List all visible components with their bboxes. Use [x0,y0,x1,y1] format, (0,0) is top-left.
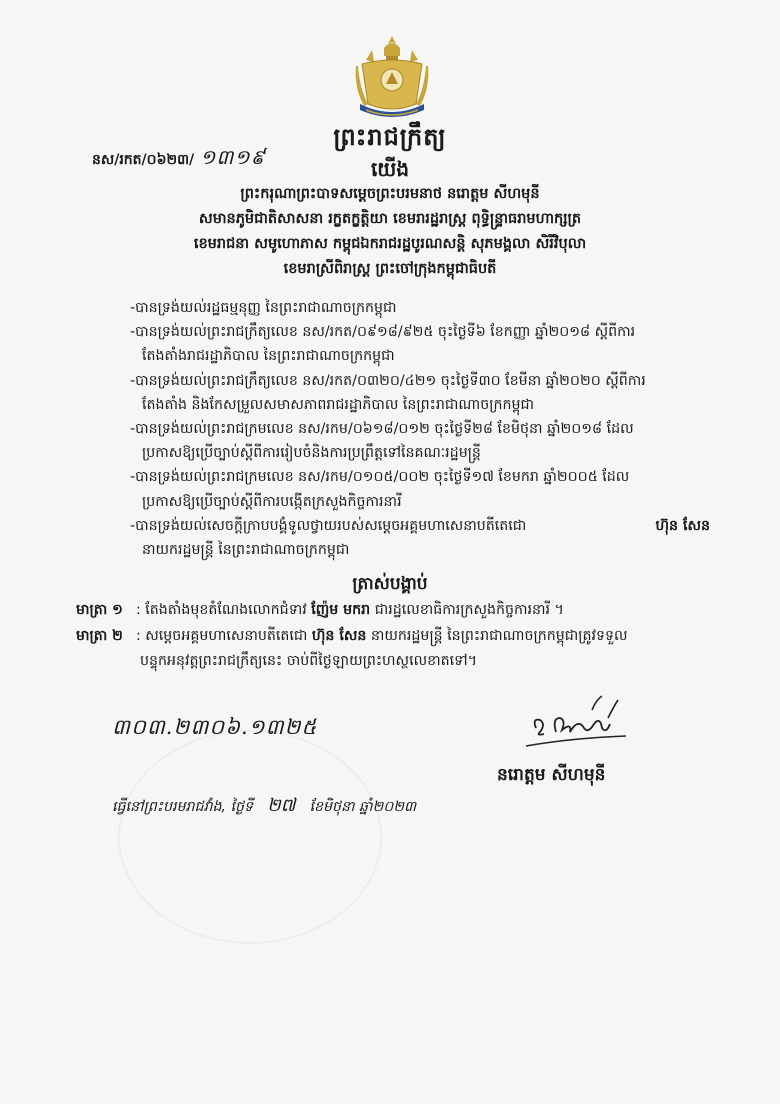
prime-minister-name: ហ៊ុន សែន [655,517,710,534]
visa-item [130,296,710,320]
document-title: ព្រះរាជក្រឹត្យ [333,123,447,151]
visa-line [130,514,710,538]
visa-item [130,465,710,513]
visa-item [130,417,710,465]
article-text: : សម្តេចអគ្គមហាសេនាបតីតេជោ [136,628,312,644]
yeung-heading: យើង [370,157,410,181]
article-label: មាត្រា ២ [76,628,123,644]
visa-line: -បានទ្រង់យល់ព្រះរាជក្រមលេខ នស/រកម/០៦១៨/០១២ ចុះថ្ងៃទី២៨ ខែមិថុនា ឆ្នាំ២០១៨ ដែល [130,421,634,438]
visa-line-continued: ប្រកាសឱ្យប្រើច្បាប់ស្តីពីការរៀបចំនិងការប្រព្រឹត្តទៅនៃគណៈរដ្ឋមន្ត្រី [142,445,481,462]
king-title-line-2: សមានភូមិជាតិសាសនា រក្ខតក្ខត្តិយា ខេមរារដ្ឋរាស្ត្រ ពុទ្ធិន្ទ្រាធរាមហាក្សត្រ [198,211,582,227]
day-handwritten: ២៧ [267,795,296,816]
prime-minister-name: ហ៊ុន សែន [311,628,367,644]
visa-line: -បានទ្រង់យល់ព្រះរាជក្រមលេខ នស/រកម/០១០៥/០០២ ចុះថ្ងៃទី១៧ ខែមករា ឆ្នាំ២០០៥ ដែល [130,469,630,486]
section-title: ត្រាស់បង្គាប់ [352,574,428,594]
king-title-line-3: ខេមរាជនា សមូហោភាស កម្ពុជឯករាជរដ្ឋបូរណសន្តិ សុភមង្គលា សិរីវិបុលា [193,236,587,252]
visa-line: -បានទ្រង់យល់ព្រះរាជក្រឹត្យលេខ នស/រកត/០៣២០/៤២១ ចុះថ្ងៃទី៣០ ខែមីនា ឆ្នាំ២០២០ ស្តីពីការ [130,372,646,389]
signer-name: នរោត្តម សីហមុនី [497,765,606,785]
king-title-line-4: ខេមរាស្រីពិរាស្ត្រ ព្រះចៅក្រុងកម្ពុជាធិបតី [283,261,497,277]
article-label: មាត្រា ១ [76,602,123,618]
place-suffix: ខែមិថុនា ឆ្នាំ២០២៣ [309,799,417,815]
visa-line-continued: ប្រកាសឱ្យប្រើច្បាប់ស្តីពីការបង្កើតក្រសួងកិច្ចការនារី [142,493,402,510]
visa-line: -បានទ្រង់យល់ព្រះរាជក្រឹត្យលេខ នស/រកត/០៩១៨/៩២៥ ចុះថ្ងៃទី៦ ខែកញ្ញា ឆ្នាំ២០១៨ ស្តីពីការ [130,324,636,341]
royal-arms-emblem-icon [352,34,432,120]
visa-item [130,514,710,562]
article-text-end: ជារដ្ឋលេខាធិការក្រសួងកិច្ចការនារី ។ [370,602,564,618]
visa-line-continued: តែងតាំងរាជរដ្ឋាភិបាល នៃព្រះរាជាណាចក្រកម្ពុជា [142,348,395,365]
visa-line-text: -បានទ្រង់យល់សេចក្តីក្រាបបង្គំទូលថ្វាយរបស់សម្តេចអគ្គមហាសេនាបតីតេជោ [130,517,527,534]
registration-handwritten: ៣០៣.២៣០៦.១៣២៥ [112,715,318,739]
article-text-continued: បន្ទុកអនុវត្តព្រះរាជក្រឹត្យនេះ ចាប់ពីថ្ងៃឡាយព្រះហស្ថលេខាតទៅ។ [140,653,477,669]
article-text-end: នាយករដ្ឋមន្ត្រី នៃព្រះរាជាណាចក្រកម្ពុជាត្រូវទទួល [366,628,628,644]
visa-item [130,320,710,368]
visa-line-continued: នាយករដ្ឋមន្ត្រី នៃព្រះរាជាណាចក្រកម្ពុជា [142,542,350,559]
visa-item [130,369,710,417]
visa-line-continued: តែងតាំង និងកែសម្រួលសមាសភាពរាជរដ្ឋាភិបាល នៃព្រះរាជាណាចក្រកម្ពុជា [142,396,534,413]
signature-icon [522,688,634,754]
article-2 [76,624,716,674]
place-and-date [112,793,416,820]
place-prefix: ធ្វើនៅព្រះបរមរាជវាំង, ថ្ងៃទី [112,799,254,815]
visa-line: -បានទ្រង់យល់រដ្ឋធម្មនុញ្ញ នៃព្រះរាជាណាចក្រកម្ពុជា [130,300,397,316]
king-title-line-1: ព្រះករុណាព្រះបាទសម្តេចព្រះបរមនាថ នរោត្តម សីហមុនី [240,186,540,202]
visa-list [130,296,710,562]
appointee-name: ញ៉ែម មករា [311,602,371,618]
reference-printed: នស/រកត/០៦២៣/ [92,152,195,168]
reference-handwritten: ១៣១៩ [200,145,266,169]
article-text: : តែងតាំងមុខតំណែងលោកជំទាវ [136,602,312,618]
article-1 [76,598,716,623]
faded-seal [118,730,382,944]
